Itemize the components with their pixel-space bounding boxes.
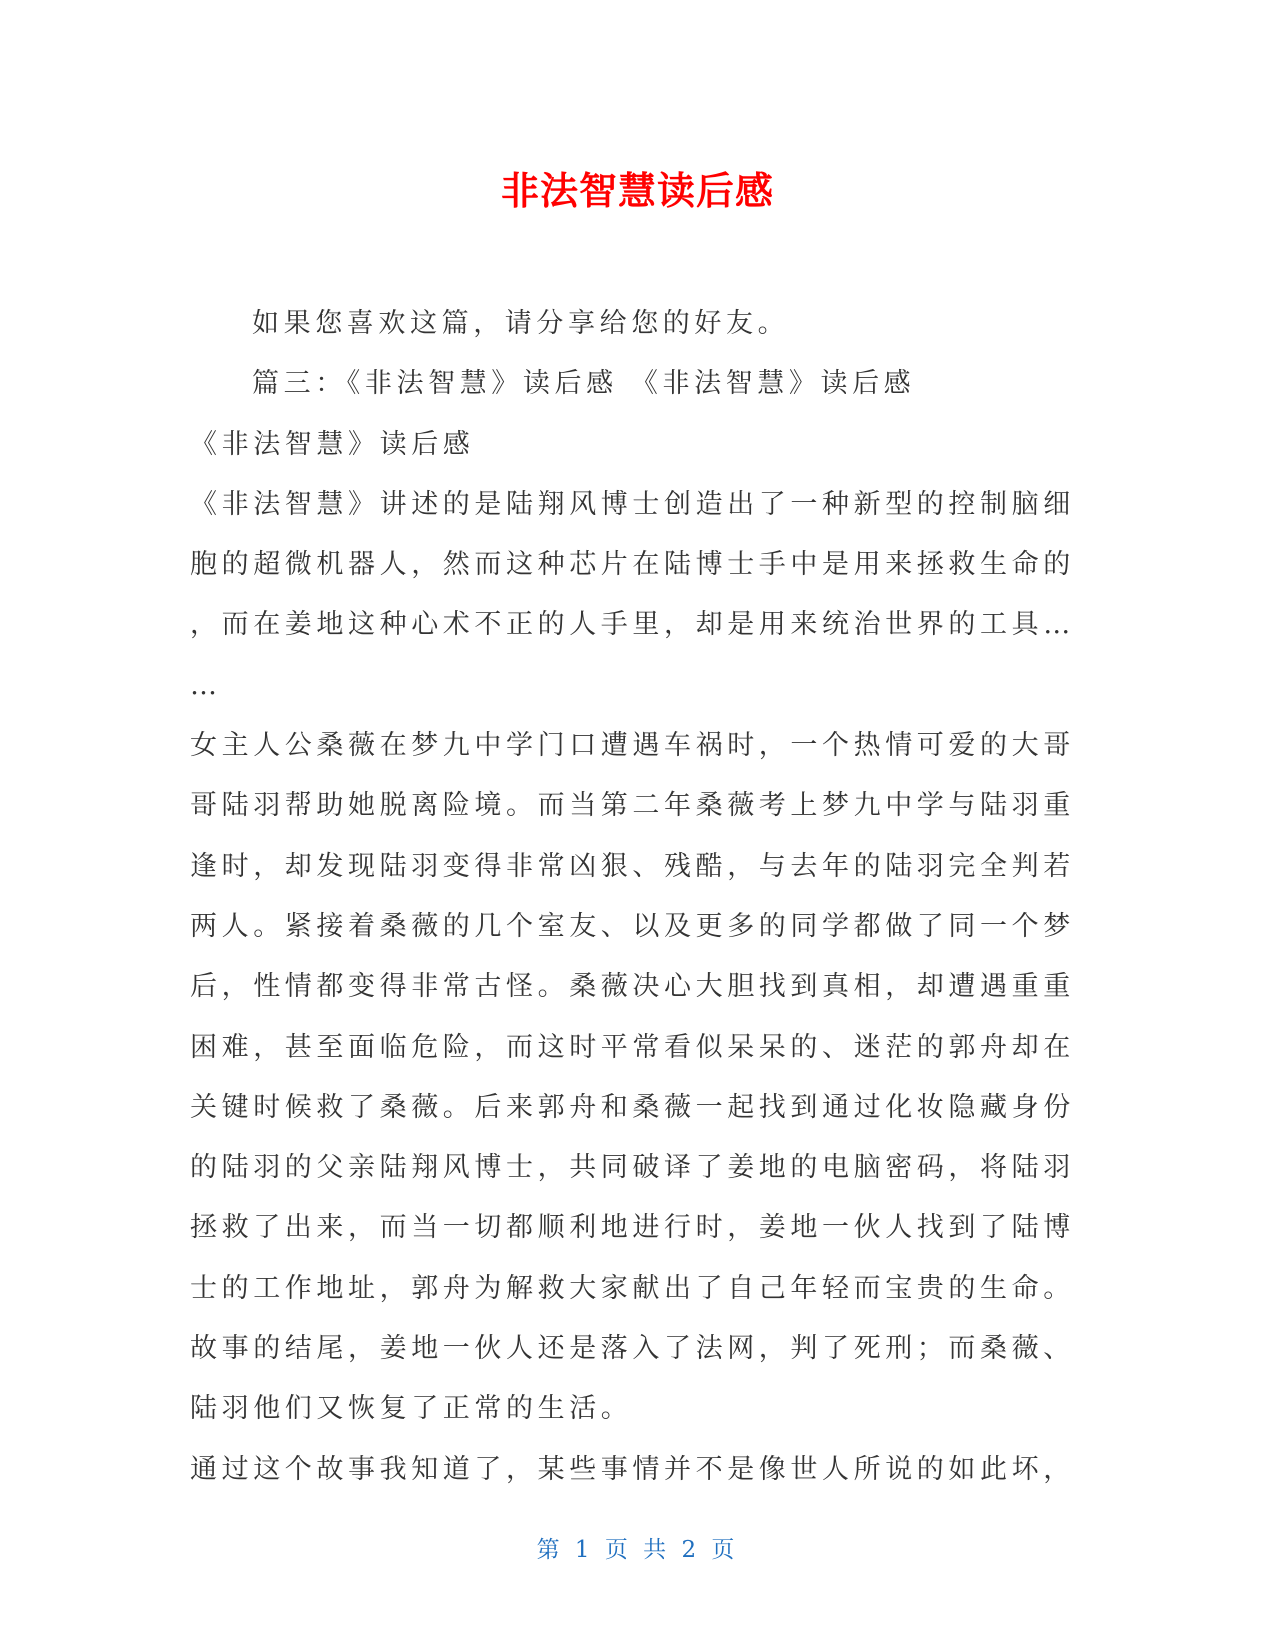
body-line: 的陆羽的父亲陆翔风博士，共同破译了姜地的电脑密码，将陆羽 bbox=[190, 1152, 1075, 1184]
body-line: 如果您喜欢这篇，请分享给您的好友。 bbox=[252, 308, 790, 339]
page-number-footer: 第 1 页 共 2 页 bbox=[536, 1537, 739, 1563]
document-body bbox=[190, 294, 1075, 1500]
body-line: … bbox=[190, 669, 222, 701]
body-line: 女主人公桑薇在梦九中学门口遭遇车祸时，一个热情可爱的大哥 bbox=[190, 730, 1075, 762]
body-line: 哥陆羽帮助她脱离险境。而当第二年桑薇考上梦九中学与陆羽重 bbox=[190, 790, 1075, 822]
document-title: 非法智慧读后感 bbox=[500, 169, 774, 213]
body-line: 《非法智慧》讲述的是陆翔风博士创造出了一种新型的控制脑细 bbox=[190, 488, 1075, 520]
body-line: 关键时候救了桑薇。后来郭舟和桑薇一起找到通过化妆隐藏身份 bbox=[190, 1091, 1075, 1123]
body-line: 困难，甚至面临危险，而这时平常看似呆呆的、迷茫的郭舟却在 bbox=[190, 1031, 1075, 1063]
body-line: ，而在姜地这种心术不正的人手里，却是用来统治世界的工具… bbox=[190, 609, 1075, 641]
body-line: 胞的超微机器人，然而这种芯片在陆博士手中是用来拯救生命的 bbox=[190, 549, 1075, 581]
body-line: 士的工作地址，郭舟为解救大家献出了自己年轻而宝贵的生命。 bbox=[190, 1272, 1075, 1304]
body-line: 两人。紧接着桑薇的几个室友、以及更多的同学都做了同一个梦 bbox=[190, 910, 1075, 942]
body-line: 故事的结尾，姜地一伙人还是落入了法网，判了死刑；而桑薇、 bbox=[190, 1333, 1075, 1365]
body-line: 篇三：《非法智慧》读后感 《非法智慧》读后感 bbox=[252, 368, 916, 400]
body-line: 《非法智慧》读后感 bbox=[190, 428, 475, 460]
body-line: 通过这个故事我知道了，某些事情并不是像世人所说的如此坏， bbox=[190, 1453, 1075, 1485]
body-line: 陆羽他们又恢复了正常的生活。 bbox=[190, 1393, 633, 1425]
body-line: 拯救了出来，而当一切都顺利地进行时，姜地一伙人找到了陆博 bbox=[190, 1212, 1075, 1244]
body-line: 后，性情都变得非常古怪。桑薇决心大胆找到真相，却遭遇重重 bbox=[190, 971, 1075, 1003]
body-line: 逢时，却发现陆羽变得非常凶狠、残酷，与去年的陆羽完全判若 bbox=[190, 850, 1075, 882]
